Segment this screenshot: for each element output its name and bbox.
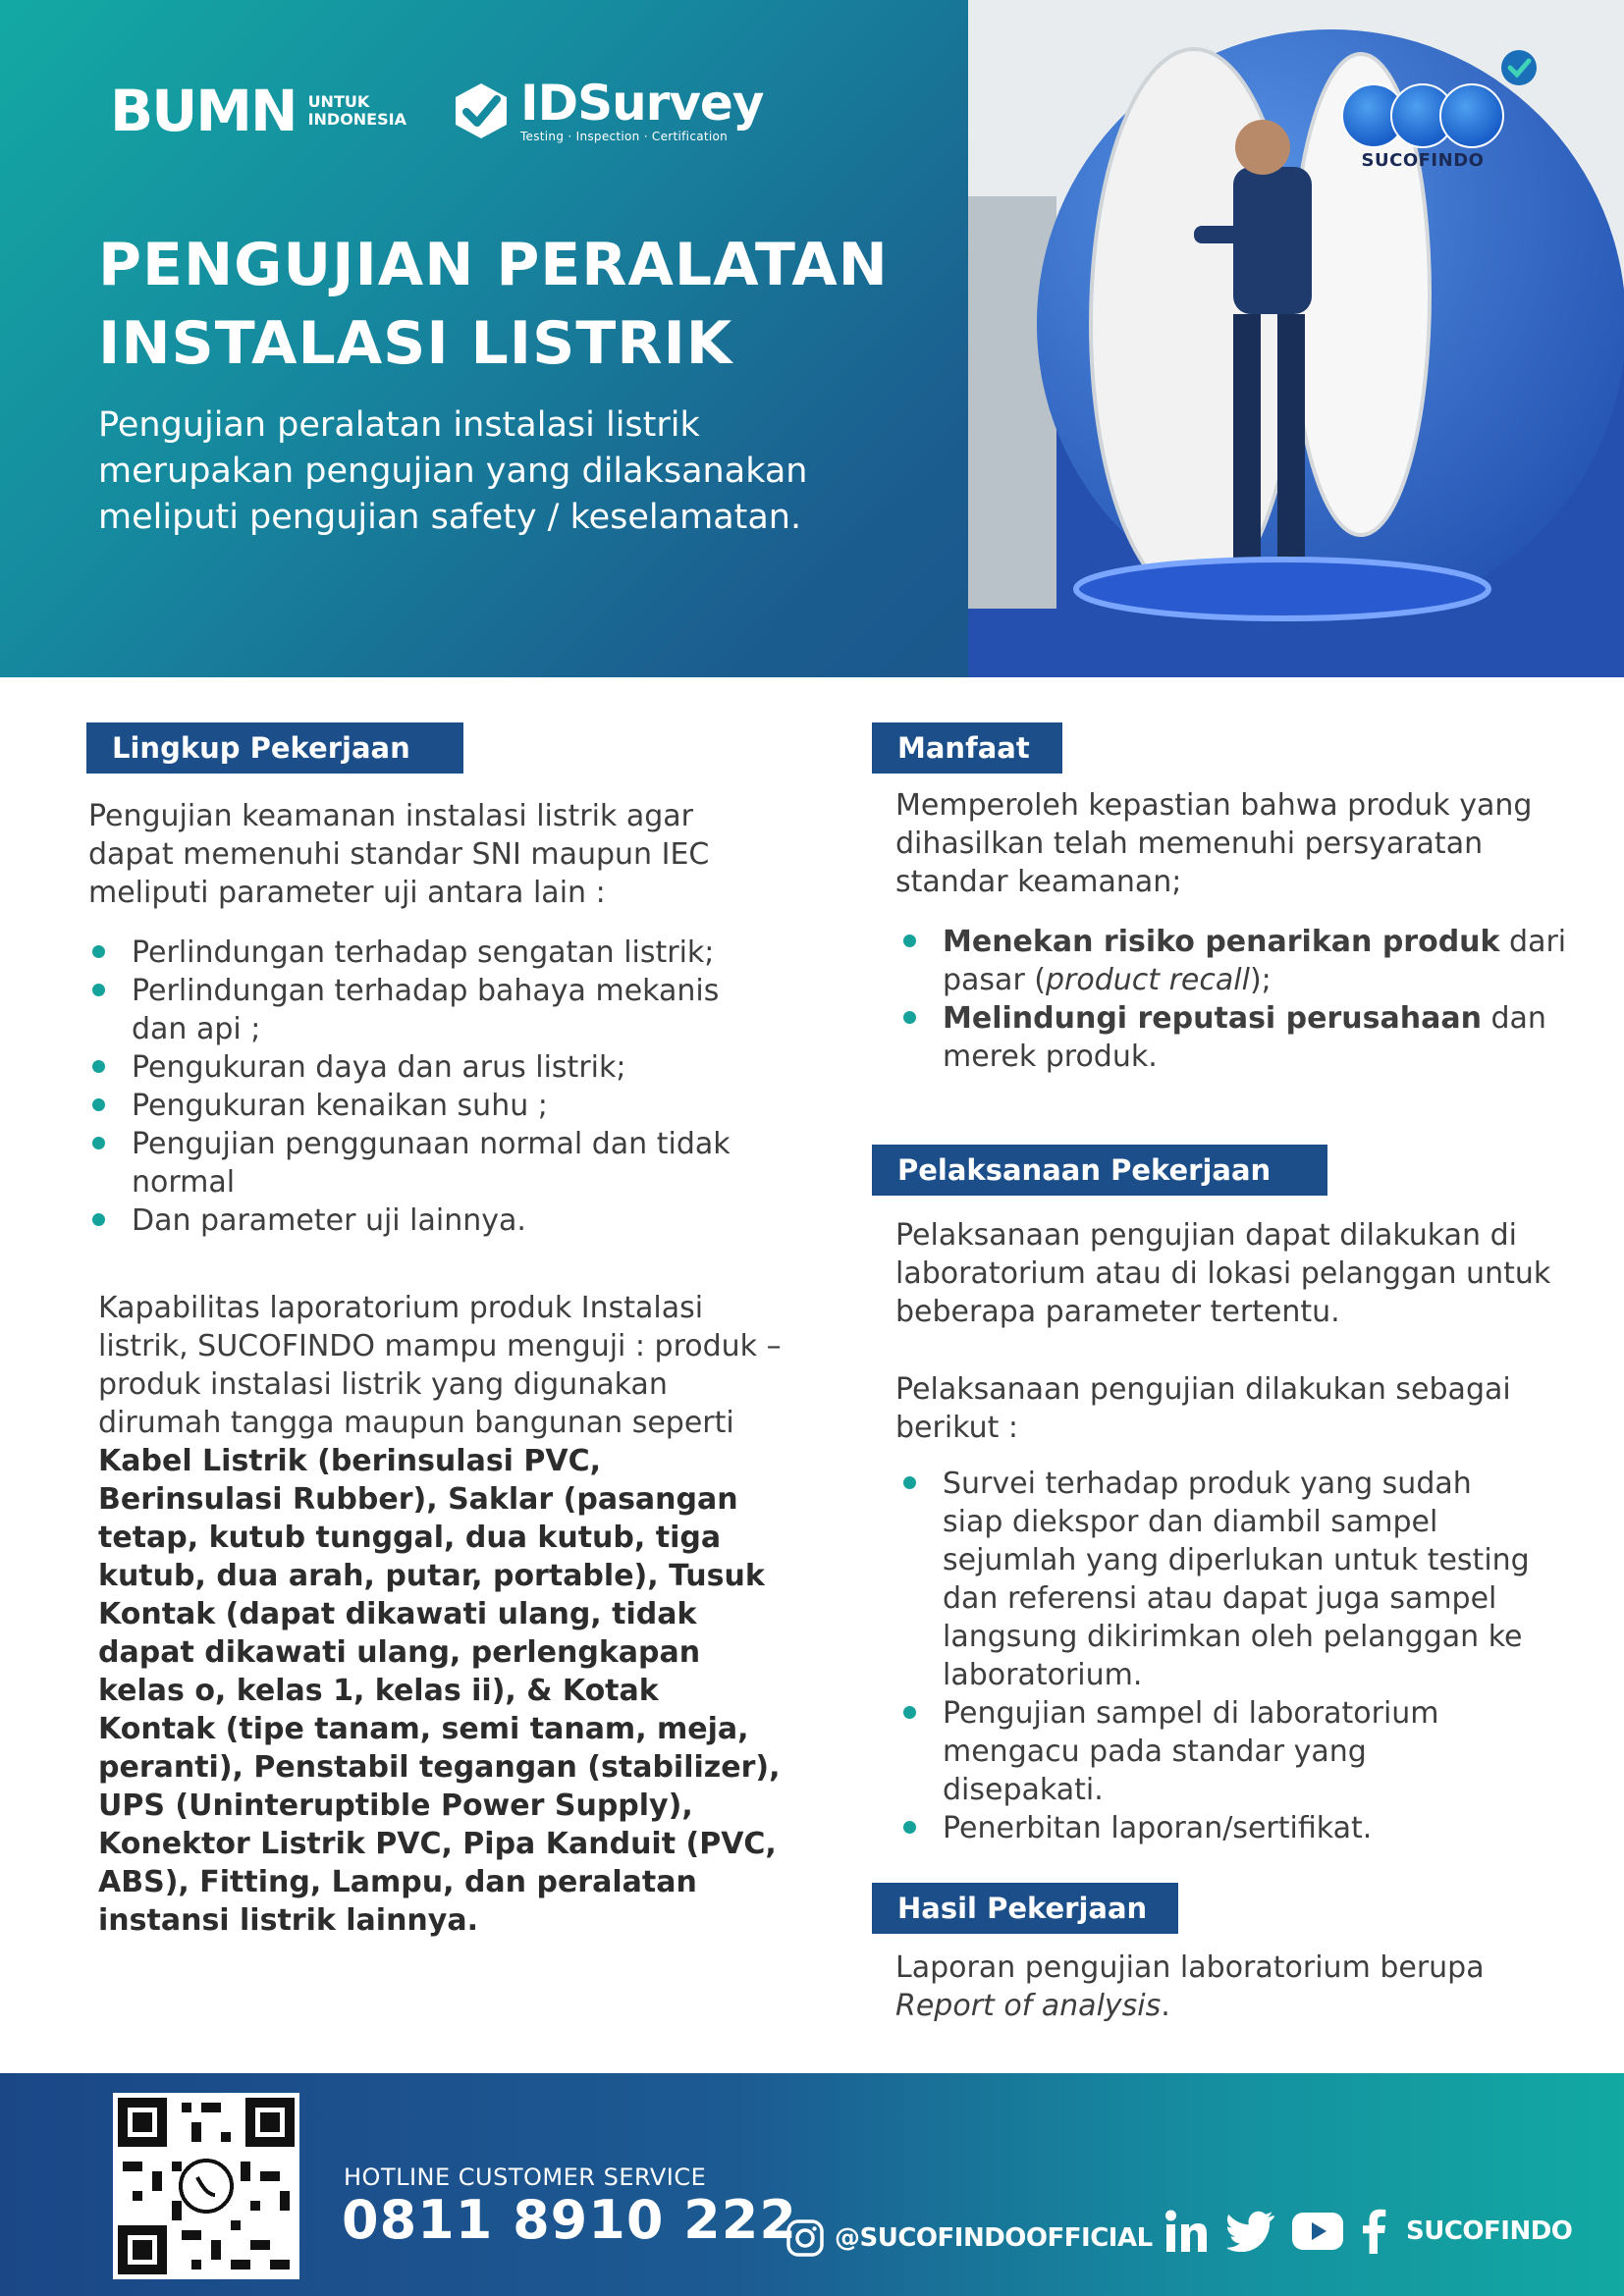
instagram-icon	[785, 2218, 825, 2258]
lingkup-list	[132, 934, 780, 1240]
qr-code-pattern	[113, 2093, 299, 2279]
pelaksanaan-list-item: Survei terhadap produk yang sudah siap diekspor dan diambil sampel sejumlah yang diperlukan untuk testing dan referensi atau dapat juga sampel langsung dikirimkan oleh pelanggan ke laboratorium.	[943, 1465, 1532, 1694]
idsurvey-logo-word: IDSurvey	[519, 75, 764, 132]
hotline-label: HOTLINE CUSTOMER SERVICE	[344, 2163, 707, 2191]
capability-products: Kabel Listrik (berinsulasi PVC, Berinsulasi Rubber), Saklar (pasangan tetap, kutub tunggal, dua kutub, tiga kutub, dua arah, putar, portable), Tusuk Kontak (dapat dikawati ulang, tidak dapat dikawati ulang, perlengkapan kelas o, kelas 1, kelas ii), & Kotak Kontak (tipe tanam, semi tanam, meja, peranti), Penstabil tegangan (stabilizer), UPS (Uninteruptible Power Supply), Konektor Listrik PVC, Pipa Kanduit (PVC, ABS), Fitting, Lampu, dan peralatan instansi listrik lainnya.	[98, 1444, 781, 1938]
header-banner	[0, 0, 1624, 677]
linkedin-icon[interactable]	[1164, 2209, 1210, 2254]
manfaat-intro: Memperoleh kepastian bahwa produk yang dihasilkan telah memenuhi persyaratan standar keamanan;	[895, 788, 1533, 899]
hasil-text: Laporan pengujian laboratorium berupa Report of analysis.	[895, 1950, 1485, 2023]
bumn-logo-sub-line1: UNTUK	[307, 92, 370, 111]
footer	[0, 2073, 1624, 2296]
capability-text: Kapabilitas laporatorium produk Instalasi listrik, SUCOFINDO mampu menguji : produk – produk instalasi listrik yang digunakan dirumah tangga maupun bangunan seperti	[98, 1291, 782, 1440]
facebook-icon[interactable]	[1361, 2209, 1386, 2254]
lingkup-list-item: Pengujian penggunaan normal dan tidak normal	[132, 1125, 780, 1201]
lab-photo-illustration	[968, 0, 1624, 677]
page-title-line2: INSTALASI LISTRIK	[98, 309, 733, 378]
section-heading-hasil: Hasil Pekerjaan	[872, 1883, 1178, 1934]
partner-logos	[110, 77, 763, 145]
sucofindo-logo	[1339, 83, 1506, 171]
pelaksanaan-list-item: Pengujian sampel di laboratorium mengacu pada standar yang disepakati.	[943, 1694, 1532, 1809]
pelaksanaan-list	[943, 1465, 1532, 1847]
idsurvey-check-icon	[450, 80, 513, 142]
bumn-logo-sub-line2: INDONESIA	[307, 110, 406, 129]
social-links	[1164, 2209, 1572, 2254]
pelaksanaan-para1: Pelaksanaan pengujian dapat dilakukan di laboratorium atau di lokasi pelanggan untuk beberapa parameter tertentu.	[895, 1218, 1551, 1329]
qr-code-icon[interactable]	[113, 2093, 299, 2279]
page-title	[98, 226, 943, 383]
lingkup-intro: Pengujian keamanan instalasi listrik agar dapat memenuhi standar SNI maupun IEC meliputi parameter uji antara lain :	[88, 799, 710, 910]
page-title-line1: PENGUJIAN PERALATAN	[98, 231, 889, 299]
lingkup-list-item: Perlindungan terhadap sengatan listrik;	[132, 934, 780, 972]
section-heading-lingkup: Lingkup Pekerjaan	[86, 722, 463, 774]
manfaat-item2-bold: Melindungi reputasi perusahaan	[943, 1001, 1482, 1036]
youtube-icon[interactable]	[1292, 2213, 1343, 2250]
manfaat-list-item: Melindungi reputasi perusahaan dan merek produk.	[943, 999, 1571, 1076]
idsurvey-logo	[450, 75, 764, 143]
manfaat-list-item: Menekan risiko penarikan produk dari pasar (product recall);	[943, 923, 1571, 999]
verified-badge-icon	[1500, 49, 1538, 86]
manfaat-item1-bold: Menekan risiko penarikan produk	[943, 925, 1500, 959]
social-account-name: SUCOFINDO	[1406, 2216, 1573, 2246]
bumn-logo-sub	[308, 93, 406, 129]
capability-paragraph	[98, 1289, 785, 1940]
hasil-report-term: Report of analysis	[895, 1989, 1162, 2023]
pelaksanaan-list-item: Penerbitan laporan/sertifikat.	[943, 1809, 1532, 1847]
twitter-icon[interactable]	[1227, 2211, 1274, 2252]
section-heading-pelaksanaan: Pelaksanaan Pekerjaan	[872, 1145, 1327, 1196]
lingkup-list-item: Dan parameter uji lainnya.	[132, 1201, 780, 1240]
lingkup-list-item: Pengukuran daya dan arus listrik;	[132, 1048, 780, 1087]
bumn-logo	[110, 78, 406, 144]
instagram-link[interactable]	[785, 2218, 1153, 2258]
lab-photo	[968, 0, 1624, 677]
bumn-logo-word: BUMN	[110, 78, 297, 144]
sucofindo-logo-text: SUCOFINDO	[1361, 150, 1485, 171]
page-subtitle: Pengujian peralatan instalasi listrik merupakan pengujian yang dilaksanakan meliputi pengujian safety / keselamatan.	[98, 405, 808, 537]
manfaat-list	[943, 923, 1571, 1076]
instagram-handle: @SUCOFINDOOFFICIAL	[835, 2223, 1153, 2253]
section-heading-manfaat: Manfaat	[872, 722, 1062, 774]
lingkup-list-item: Perlindungan terhadap bahaya mekanis dan api ;	[132, 972, 780, 1048]
hotline-number[interactable]: 0811 8910 222	[342, 2189, 797, 2251]
lingkup-list-item: Pengukuran kenaikan suhu ;	[132, 1087, 780, 1125]
sucofindo-globes-icon	[1339, 83, 1506, 148]
idsurvey-tagline: Testing · Inspection · Certification	[519, 130, 729, 143]
pelaksanaan-para2: Pelaksanaan pengujian dilakukan sebagai berikut :	[895, 1372, 1511, 1445]
